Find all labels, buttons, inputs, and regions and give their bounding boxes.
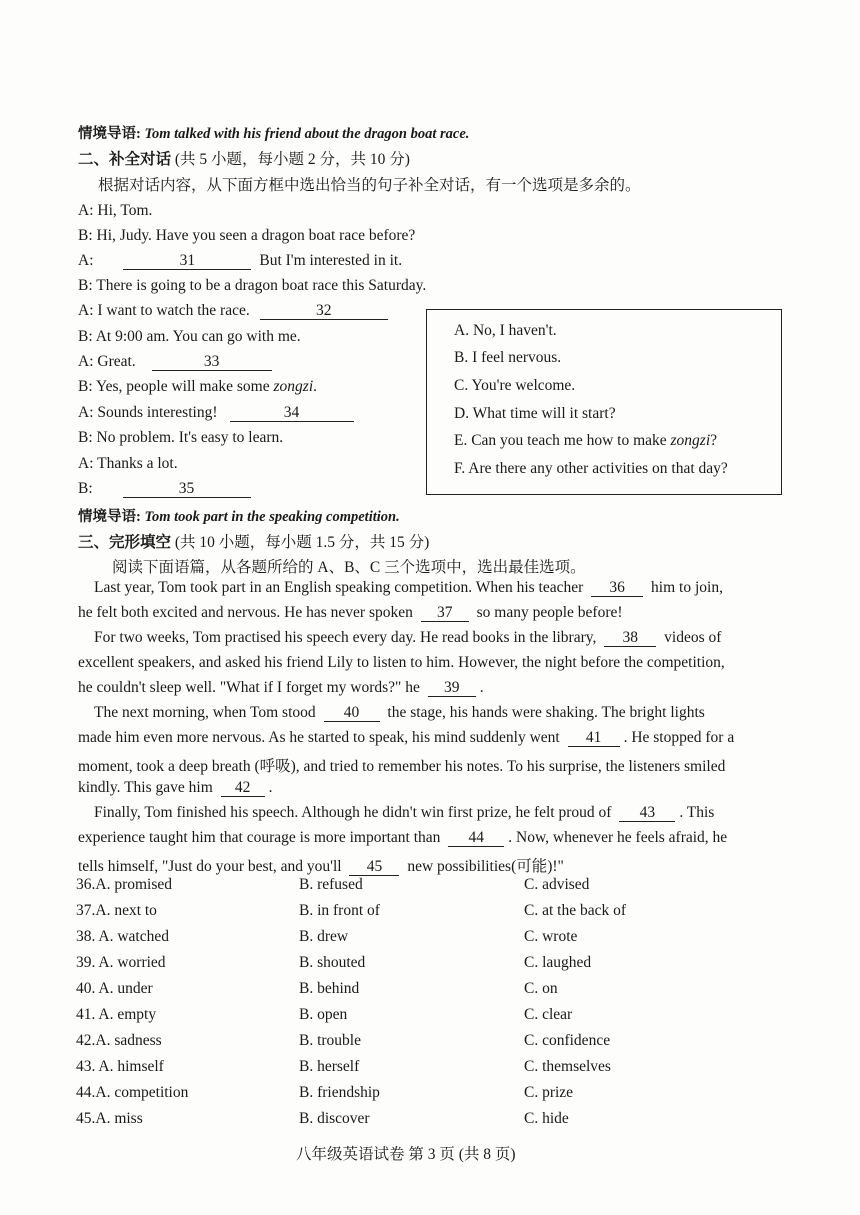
choice-number: 40. <box>76 980 99 997</box>
dialogue-line <box>78 252 402 270</box>
dialogue-text: But I'm interested in it. <box>259 252 403 269</box>
choice-b: B. in front of <box>299 902 380 919</box>
cloze-blank: 45 <box>349 859 399 876</box>
choice-c: C. themselves <box>524 1058 611 1075</box>
answer-blank: 32 <box>260 303 388 320</box>
section2-heading <box>78 147 410 169</box>
passage-line <box>78 654 725 672</box>
cloze-blank: 36 <box>591 580 643 597</box>
passage-text: videos of <box>660 629 722 646</box>
section2-instruction: 根据对话内容，从下面方框中选出恰当的句子补全对话，有一个选项是多余的。 <box>98 177 641 194</box>
passage-line <box>78 604 623 622</box>
dialogue-speaker: B: <box>78 227 93 244</box>
answer-blank: 35 <box>123 481 251 498</box>
choice-c: C. hide <box>524 1110 569 1127</box>
section2-heading-title: 二、补全对话 <box>78 151 172 168</box>
option-text: B. I feel nervous. <box>454 349 562 366</box>
cloze-blank: 38 <box>604 630 656 647</box>
passage-text: new possibilities(可能)!" <box>403 858 564 875</box>
passage-text: . He stopped for a <box>623 729 735 746</box>
dialogue-speaker: B: <box>78 378 93 395</box>
passage-line <box>78 854 564 876</box>
passage-text: . <box>268 779 273 796</box>
choice-a <box>76 1058 164 1076</box>
choice-b: B. refused <box>299 876 363 893</box>
cloze-blank: 42 <box>221 780 265 797</box>
passage-text: him to join, <box>647 579 723 596</box>
choice-number: 45. <box>76 1110 96 1127</box>
choice-a-text: A. next to <box>95 902 157 919</box>
choice-b: B. behind <box>299 980 360 997</box>
option-text: F. Are there any other activities on that day? <box>454 460 728 477</box>
choice-c: C. advised <box>524 876 590 893</box>
dialogue-speaker: A: <box>78 455 94 472</box>
section2-guide-label: 情境导语: <box>78 126 141 142</box>
option-italic: zongzi <box>670 432 711 449</box>
dialogue-text: Hi, Tom. <box>97 202 153 219</box>
dialogue-line <box>78 429 283 447</box>
choice-c: C. laughed <box>524 954 592 971</box>
passage-text: he couldn't sleep well. "What if I forget my words?" he <box>78 679 424 696</box>
passage-text: so many people before! <box>472 604 623 621</box>
section3-guide <box>78 505 400 526</box>
passage-text: . Now, whenever he feels afraid, he <box>508 829 728 846</box>
passage-text: tells himself, "Just do your best, and you'll <box>78 858 346 875</box>
passage-line <box>94 579 723 597</box>
dialogue-speaker: B: <box>78 277 93 294</box>
passage-text: moment, took a deep breath (呼吸), and tried to remember his notes. To his surprise, the listeners smiled <box>78 758 726 775</box>
passage-text: experience taught him that courage is more important than <box>78 829 445 846</box>
choice-number: 42. <box>76 1032 96 1049</box>
choice-number: 44. <box>76 1084 96 1101</box>
passage-text: . <box>479 679 484 696</box>
section2-heading-note: (共 5 小题，每小题 2 分，共 10 分) <box>174 151 410 168</box>
dialogue-text: Great. <box>97 353 136 370</box>
dialogue-line <box>78 227 415 245</box>
section3-guide-label: 情境导语: <box>78 509 141 525</box>
passage-text: he felt both excited and nervous. He has never spoken <box>78 604 417 621</box>
dialogue-speaker: B: <box>78 328 93 345</box>
passage-line <box>94 629 721 647</box>
passage-line <box>78 779 273 797</box>
choice-c: C. on <box>524 980 558 997</box>
choice-b: B. shouted <box>299 954 366 971</box>
choice-b: B. trouble <box>299 1032 361 1049</box>
cloze-blank: 39 <box>428 680 476 697</box>
choice-a <box>76 954 166 972</box>
dialogue-line <box>78 378 317 396</box>
option-text: E. Can you teach me how to make <box>454 432 671 449</box>
choice-a-text: A. promised <box>95 876 173 893</box>
dialogue-speaker: A: <box>78 353 94 370</box>
passage-text: The next morning, when Tom stood <box>94 704 320 721</box>
choice-b: B. drew <box>299 928 349 945</box>
choice-number: 41. <box>76 1006 99 1023</box>
choice-number: 36. <box>76 876 96 893</box>
dialogue-line <box>78 328 301 346</box>
choice-number: 43. <box>76 1058 99 1075</box>
dialogue-text: There is going to be a dragon boat race this Saturday. <box>96 277 427 294</box>
option-item <box>454 349 561 367</box>
choice-b: B. herself <box>299 1058 360 1075</box>
choice-a-text: A. empty <box>98 1006 157 1023</box>
option-item <box>454 405 616 423</box>
passage-text: Finally, Tom finished his speech. Although he didn't win first prize, he felt proud of <box>94 804 616 821</box>
choice-a <box>76 1110 143 1128</box>
dialogue-text: Yes, people will make some <box>95 378 274 395</box>
choice-a <box>76 928 169 946</box>
choice-number: 39. <box>76 954 99 971</box>
choice-a-text: A. sadness <box>95 1032 162 1049</box>
choice-a-text: A. under <box>98 980 153 997</box>
dialogue-text: Sounds interesting! <box>97 404 218 421</box>
choice-c: C. confidence <box>524 1032 611 1049</box>
dialogue-speaker: A: <box>78 302 94 319</box>
option-item <box>454 432 717 450</box>
choice-a <box>76 1032 162 1050</box>
option-item <box>454 322 557 340</box>
passage-line <box>78 679 484 697</box>
passage-text: made him even more nervous. As he started to speak, his mind suddenly went <box>78 729 564 746</box>
dialogue-line <box>78 277 426 295</box>
answer-blank: 34 <box>230 405 354 422</box>
dialogue-text: No problem. It's easy to learn. <box>96 429 284 446</box>
passage-text: the stage, his hands were shaking. The bright lights <box>383 704 705 721</box>
dialogue-line <box>78 480 251 498</box>
dialogue-speaker: A: <box>78 404 94 421</box>
dialogue-text: Hi, Judy. Have you seen a dragon boat race before? <box>96 227 416 244</box>
choice-c: C. clear <box>524 1006 573 1023</box>
passage-text: excellent speakers, and asked his friend Lily to listen to him. However, the night before the competition, <box>78 654 725 671</box>
section3-heading-title: 三、完形填空 <box>78 534 172 551</box>
passage-text: For two weeks, Tom practised his speech every day. He read books in the library, <box>94 629 601 646</box>
answer-blank: 33 <box>152 354 272 371</box>
choice-a <box>76 876 172 894</box>
choice-a <box>76 1084 188 1102</box>
dialogue-text: I want to watch the race. <box>97 302 250 319</box>
cloze-blank: 41 <box>568 730 620 747</box>
choice-b: B. friendship <box>299 1084 380 1101</box>
choice-number: 37. <box>76 902 96 919</box>
options-box <box>426 309 782 495</box>
choice-a <box>76 1006 156 1024</box>
page-footer: 八年级英语试卷 第 3 页 (共 8 页) <box>296 1146 516 1163</box>
option-punct: ? <box>710 432 718 449</box>
choice-b: B. open <box>299 1006 348 1023</box>
option-item <box>454 377 575 395</box>
choice-a <box>76 980 153 998</box>
option-text: D. What time will it start? <box>454 405 616 422</box>
cloze-blank: 44 <box>448 830 504 847</box>
choice-c: C. wrote <box>524 928 578 945</box>
dialogue-speaker: B: <box>78 480 93 497</box>
cloze-blank: 43 <box>619 805 675 822</box>
passage-line <box>78 729 734 747</box>
section3-guide-text: Tom took part in the speaking competition. <box>144 509 400 525</box>
dialogue-italic: zongzi <box>273 378 314 395</box>
dialogue-speaker: B: <box>78 429 93 446</box>
dialogue-line <box>78 353 272 371</box>
passage-text: Last year, Tom took part in an English speaking competition. When his teacher <box>94 579 588 596</box>
answer-blank: 31 <box>123 253 251 270</box>
passage-text: . This <box>679 804 715 821</box>
passage-line <box>94 804 714 822</box>
option-text: C. You're welcome. <box>454 377 576 394</box>
section2-guide-text: Tom talked with his friend about the dragon boat race. <box>144 126 470 142</box>
choice-c: C. prize <box>524 1084 574 1101</box>
section3-heading-note: (共 10 小题，每小题 1.5 分，共 15 分) <box>174 534 430 551</box>
cloze-blank: 37 <box>421 605 469 622</box>
dialogue-line <box>78 202 152 220</box>
cloze-blank: 40 <box>324 705 380 722</box>
dialogue-speaker: A: <box>78 252 94 269</box>
dialogue-speaker: A: <box>78 202 94 219</box>
dialogue-line <box>78 455 178 473</box>
passage-line <box>78 829 727 847</box>
dialogue-text: At 9:00 am. You can go with me. <box>95 328 301 345</box>
choice-c: C. at the back of <box>524 902 627 919</box>
choice-a-text: A. miss <box>95 1110 143 1127</box>
choice-number: 38. <box>76 928 99 945</box>
dialogue-line <box>78 404 354 422</box>
choice-b: B. discover <box>299 1110 370 1127</box>
choice-a-text: A. competition <box>95 1084 189 1101</box>
passage-line <box>94 704 705 722</box>
passage-text: kindly. This gave him <box>78 779 217 796</box>
choice-a-text: A. worried <box>98 954 166 971</box>
option-item <box>454 460 728 478</box>
dialogue-punct: . <box>313 378 317 395</box>
section3-instruction: 阅读下面语篇，从各题所给的 A、B、C 三个选项中，选出最佳选项。 <box>112 559 586 576</box>
section2-guide <box>78 122 469 143</box>
option-text: A. No, I haven't. <box>454 322 557 339</box>
choice-a-text: A. watched <box>98 928 169 945</box>
passage-line <box>78 754 725 776</box>
choice-a-text: A. himself <box>98 1058 164 1075</box>
section3-heading <box>78 530 429 552</box>
choice-a <box>76 902 157 920</box>
dialogue-line <box>78 302 388 320</box>
dialogue-text: Thanks a lot. <box>97 455 178 472</box>
